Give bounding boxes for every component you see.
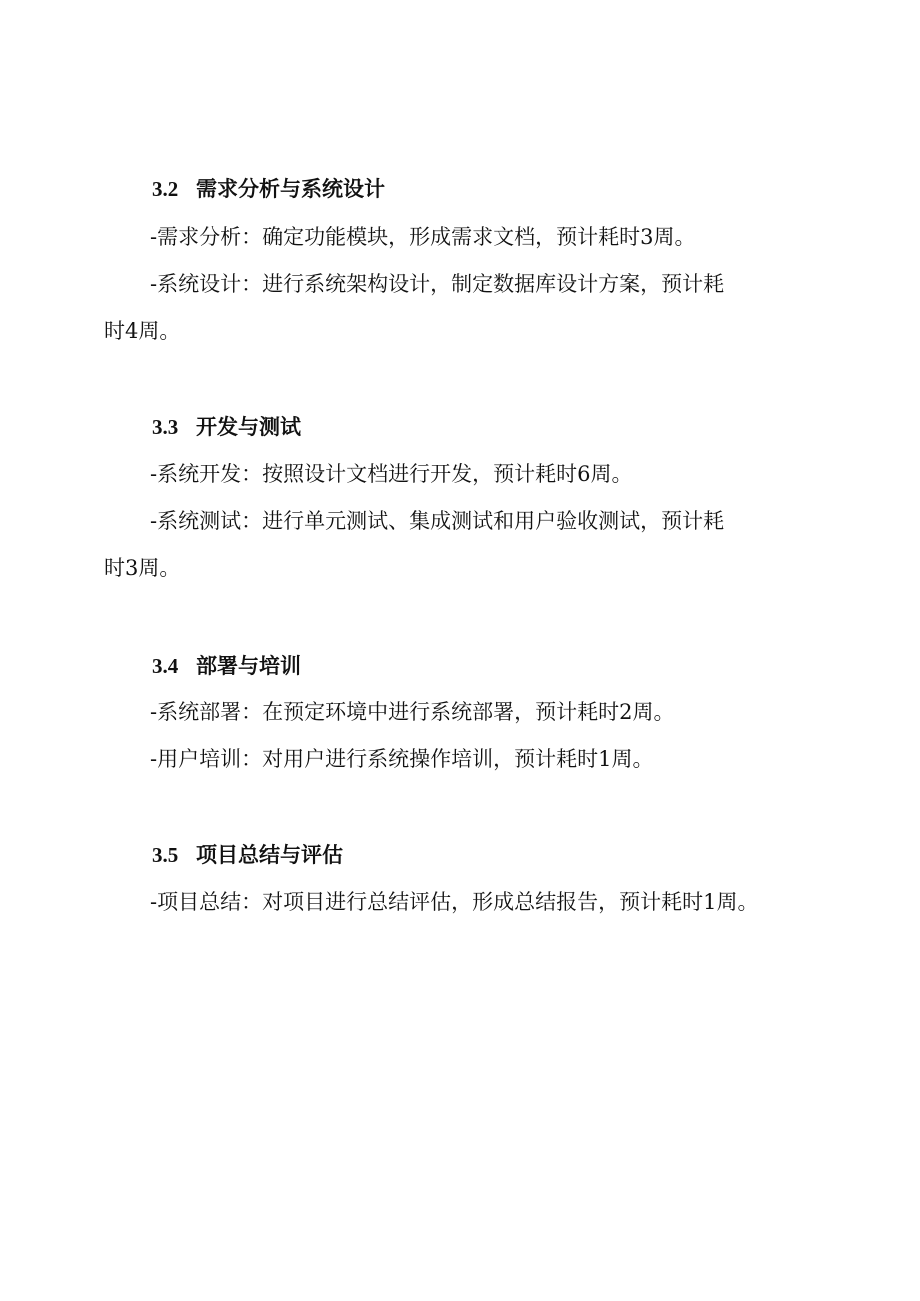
paragraph-line: -系统部署：在预定环境中进行系统部署，预计耗时2周。	[150, 700, 675, 724]
section-number: 3.2	[152, 177, 179, 201]
section-heading-3-5	[152, 841, 343, 869]
section-number: 3.5	[152, 843, 179, 867]
section-heading-3-4	[152, 652, 301, 680]
section-title: 项目总结与评估	[196, 842, 343, 867]
paragraph-line: 时3周。	[104, 556, 181, 580]
section-number: 3.3	[152, 415, 179, 439]
section-title: 需求分析与系统设计	[196, 176, 385, 201]
section-title: 部署与培训	[196, 653, 301, 678]
paragraph-line: -系统设计：进行系统架构设计，制定数据库设计方案，预计耗	[150, 272, 725, 296]
paragraph-line: -系统测试：进行单元测试、集成测试和用户验收测试，预计耗	[150, 509, 725, 533]
section-title: 开发与测试	[196, 414, 301, 439]
paragraph-line: -需求分析：确定功能模块，形成需求文档，预计耗时3周。	[150, 225, 696, 249]
section-heading-3-2	[152, 175, 385, 203]
section-heading-3-3	[152, 413, 301, 441]
paragraph-line: -系统开发：按照设计文档进行开发，预计耗时6周。	[150, 462, 633, 486]
paragraph-line: 时4周。	[104, 319, 181, 343]
paragraph-line: -项目总结：对项目进行总结评估，形成总结报告，预计耗时1周。	[150, 890, 759, 914]
paragraph-line: -用户培训：对用户进行系统操作培训，预计耗时1周。	[150, 747, 654, 771]
section-number: 3.4	[152, 654, 179, 678]
